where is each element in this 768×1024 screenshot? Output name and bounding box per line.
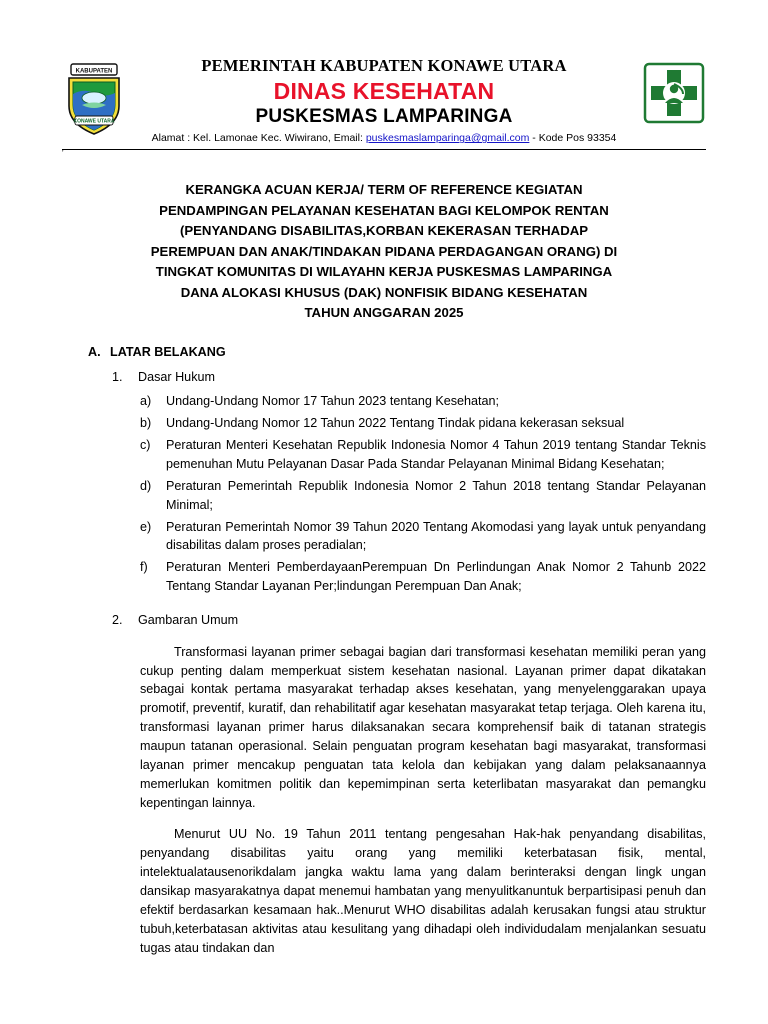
title-line: PEREMPUAN DAN ANAK/TINDAKAN PIDANA PERDAGANGAN ORANG) DI xyxy=(150,243,618,259)
title-line: PENDAMPINGAN PELAYANAN KESEHATAN BAGI KELOMPOK RENTAN xyxy=(159,202,609,218)
health-ministry-logo xyxy=(642,56,706,124)
email-link[interactable]: puskesmaslamparinga@gmail.com xyxy=(365,132,530,145)
spacer xyxy=(62,599,706,611)
letterhead xyxy=(62,56,706,146)
subsection-marker: 2. xyxy=(112,613,123,628)
svg-text:KABUPATEN: KABUPATEN xyxy=(75,68,113,75)
subsection-heading-2 xyxy=(112,611,706,630)
government-name: PEMERINTAH KABUPATEN KONAWE UTARA xyxy=(201,56,567,75)
list-item-text: Peraturan Pemerintah Nomor 39 Tahun 2020 Tentang Akomodasi yang layak untuk penyandang disabilitas dalam proses peradialan; xyxy=(166,519,706,553)
list-marker: c) xyxy=(140,438,151,453)
list-item xyxy=(140,436,706,474)
svg-text:KONAWE UTARA: KONAWE UTARA xyxy=(73,118,115,125)
list-marker: a) xyxy=(140,394,152,409)
list-item-text: Undang-Undang Nomor 12 Tahun 2022 Tentang Tindak pidana kekerasan seksual xyxy=(166,416,625,431)
subsection-heading-1 xyxy=(112,368,706,387)
address-suffix: - Kode Pos 93354 xyxy=(532,132,617,145)
list-item xyxy=(140,477,706,515)
section-title: LATAR BELAKANG xyxy=(110,345,226,360)
section-heading-a xyxy=(88,343,706,362)
title-line: DANA ALOKASI KHUSUS (DAK) NONFISIK BIDANG KESEHATAN xyxy=(180,284,588,300)
list-item xyxy=(140,558,706,596)
document-title xyxy=(62,180,706,323)
subsection-title: Gambaran Umum xyxy=(138,613,239,628)
address-line xyxy=(130,132,638,144)
list-item xyxy=(140,414,706,433)
title-line: KERANGKA ACUAN KERJA/ TERM OF REFERENCE KEGIATAN xyxy=(185,182,583,198)
list-item xyxy=(140,392,706,411)
subsection-marker: 1. xyxy=(112,370,123,385)
list-item-text: Peraturan Menteri Kesehatan Republik Indonesia Nomor 4 Tahun 2019 tentang Standar Teknis pemenuhan Mutu Pelayanan Dasar Pada Standar Pelayanan Minimal Bidang Kesehatan; xyxy=(166,438,706,471)
section-marker: A. xyxy=(88,345,101,360)
list-item-text: Undang-Undang Nomor 17 Tahun 2023 tentang Kesehatan; xyxy=(166,394,500,409)
paragraph: Menurut UU No. 19 Tahun 2011 tentang pengesahan Hak-hak penyandang disabilitas, penyandang disabilitas yaitu orang yang memiliki keterbatasan fisik, mental, intelektualatausenorikdalam jangka waktu lama yang dalam berinteraksi dengan lingk ungan dansikap masyarakatnya dapat menemui hambatan yang menyulitkanuntuk berpartisipasi penuh dan efektif berdasarkan kesamaan hak..Menurut WHO disabilitas adalah kerusakan fungsi atau struktur tubuh,keterbatasan aktivitas atau kesulitang yang dihadapi oleh individudalam menjalankan sesuatu tugas atau tindakan dan xyxy=(140,827,706,955)
list-marker: f) xyxy=(140,560,148,575)
regency-crest-logo xyxy=(62,56,126,136)
list-item xyxy=(140,518,706,556)
facility-name: PUSKESMAS LAMPARINGA xyxy=(255,106,513,128)
list-marker: e) xyxy=(140,519,152,534)
address-prefix: Alamat : Kel. Lamonae Kec. Wiwirano, Email: xyxy=(151,132,363,145)
agency-name: DINAS KESEHATAN xyxy=(273,78,495,104)
list-marker: d) xyxy=(140,478,152,493)
title-line: (PENYANDANG DISABILITAS,KORBAN KEKERASAN TERHADAP xyxy=(179,223,589,239)
list-marker: b) xyxy=(140,416,152,431)
list-item-text: Peraturan Menteri PemberdayaanPerempuan Dn Perlindungan Anak Nomor 2 Tahunb 2022 Tentang Standar Layanan Per;lindungan Perempuan Dan Anak; xyxy=(166,560,706,594)
list-item-text: Peraturan Pemerintah Republik Indonesia Nomor 2 Tahun 2018 tentang Standar Pelayanan Minimal; xyxy=(166,478,706,512)
paragraph: Transformasi layanan primer sebagai bagian dari transformasi kesehatan memiliki peran yang cukup penting dalam memperkuat sistem kesehatan nasional. Layanan primer dapat dikatakan sebagai kontak pertama masyarakat terhadap akses kesehatan, yang menyelenggarakan upaya promotif, preventif, kuratif, dan rehabilitatif agar kesehatan masyarakat tetap terjaga. Oleh karena itu, transformasi layanan primer harus dilaksanakan secara komprehensif baik di tatanan strategis maupun tatanan operasional. Selain penguatan program kesehatan bagi masyarakat, transformasi layanan primer mencakup penguatan tata kelola dan kebijakan yang dalam pelaksanaannya memerlukan komitmen politik dan kepemimpinan serta keterlibatan masyarakat dan pemangku kepentingan lainnya. xyxy=(140,644,706,810)
subsection-title: Dasar Hukum xyxy=(138,370,215,385)
document-body xyxy=(62,343,706,957)
title-line: TINGKAT KOMUNITAS DI WILAYAHN KERJA PUSKESMAS LAMPARINGA xyxy=(155,264,613,280)
letterhead-text xyxy=(126,56,642,144)
title-line: TAHUN ANGGARAN 2025 xyxy=(304,305,464,321)
stray-mark: ' xyxy=(62,148,64,159)
